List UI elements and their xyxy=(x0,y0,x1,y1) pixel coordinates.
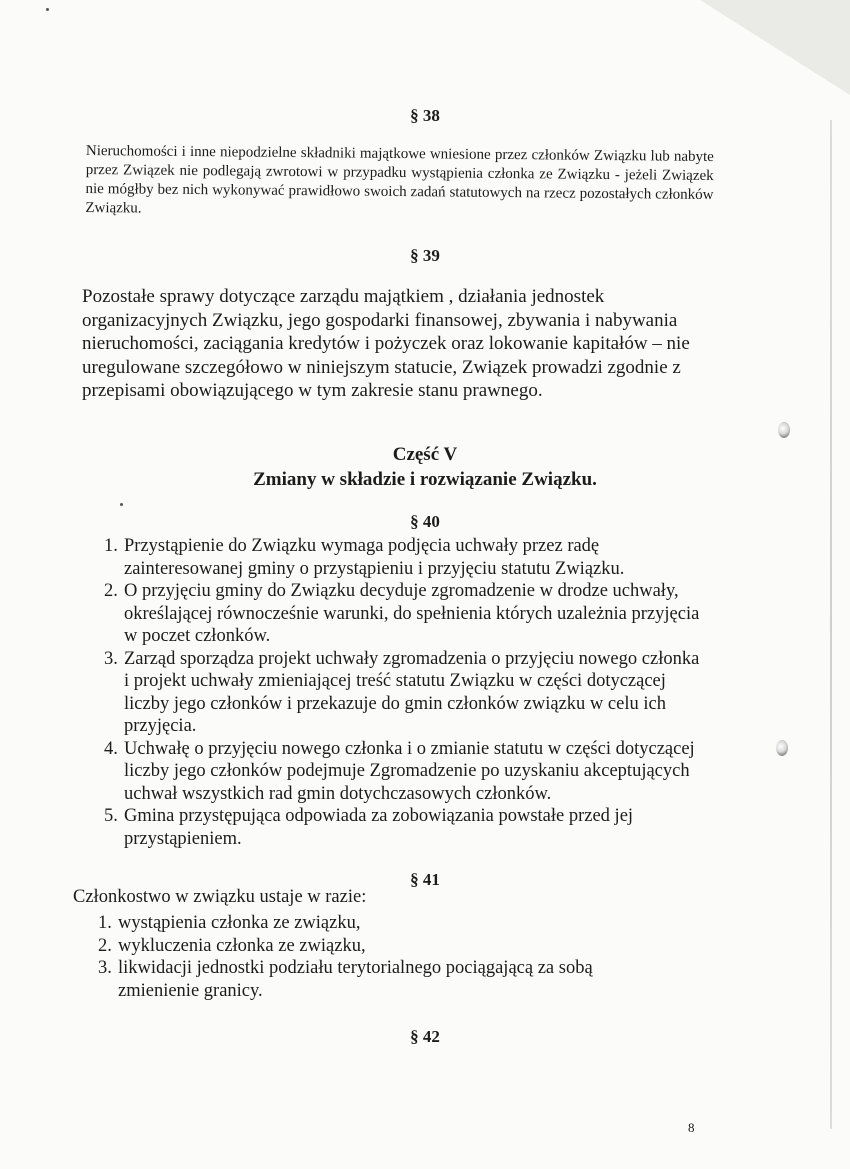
section-heading-39: § 39 xyxy=(410,246,440,265)
list-item: 4. Uchwałę o przyjęciu nowego członka i o zmianie statutu w części dotyczącej liczby jego członków podejmuje Zgromadzenie po uzyskaniu akceptujących uchwał wszystkich rad gmin dotychczasowych członków. xyxy=(104,738,695,804)
page-number: 8 xyxy=(688,1120,695,1135)
part-title: Część V xyxy=(392,444,458,465)
section-40-list xyxy=(104,535,704,850)
punch-hole-icon xyxy=(778,422,790,438)
scan-speck xyxy=(120,503,123,506)
list-item: 3. Zarząd sporządza projekt uchwały zgromadzenia o przyjęciu nowego członka i projekt uchwały zmieniającej treść statutu Związku w części dotyczącej liczby jego członków i przekazuje do gmin członków związku w celu ich przyjęcia. xyxy=(104,648,700,736)
list-item: 5. Gmina przystępująca odpowiada za zobowiązania powstałe przed jej przystąpieniem. xyxy=(104,806,634,849)
folded-corner xyxy=(700,0,850,95)
section-heading-42: § 42 xyxy=(410,1027,440,1046)
page-edge-shadow xyxy=(830,120,832,1129)
section-heading-40: § 40 xyxy=(410,512,440,531)
section-heading-38: § 38 xyxy=(410,106,440,125)
list-item: 2. O przyjęciu gminy do Związku decyduje zgromadzenie w drodze uchwały, określającej równocześnie warunki, do spełnienia których uzależnia przyjęcia w poczet członków. xyxy=(104,581,700,646)
punch-hole-icon xyxy=(776,740,788,756)
part-subtitle: Zmiany w składzie i rozwiązanie Związku. xyxy=(253,469,597,490)
section-38-text: Nieruchomości i inne niepodzielne składniki majątkowe wniesione przez członków Związku lub nabyte przez Związek nie podlegają zwrotowi w przypadku wystąpienia członka ze Związku - jeżeli Związek nie mógłby bez nich wykonywać prawidłowo swoich zadań statutowych na rzecz pozostałych członków Związku. xyxy=(85,142,714,217)
list-item: 1. wystąpienia członka ze związku, xyxy=(98,913,361,933)
section-41-list xyxy=(98,912,678,1002)
scan-speck xyxy=(46,8,49,11)
section-41-intro: Członkostwo w związku ustaje w razie: xyxy=(73,887,367,907)
section-39-text: Pozostałe sprawy dotyczące zarządu majątkiem , działania jednostek organizacyjnych Związku, jego gospodarki finansowej, zbywania i nabywania nieruchomości, zaciągania kredytów i pożyczek oraz lokowanie kapitałów – nie uregulowane szczegółowo w niniejszym statucie, Związek prowadzi zgodnie z przepisami obowiązującego w tym zakresie stanu prawnego. xyxy=(82,286,690,401)
list-item: 3. likwidacji jednostki podziału terytorialnego pociągającą za sobą zmienienie granicy. xyxy=(98,958,593,1001)
section-heading-41: § 41 xyxy=(410,870,440,889)
list-item: 2. wykluczenia członka ze związku, xyxy=(98,935,366,956)
list-item: 1. Przystąpienie do Związku wymaga podjęcia uchwały przez radę zainteresowanej gminy o przystąpieniu i przyjęciu statutu Związku. xyxy=(104,536,625,579)
